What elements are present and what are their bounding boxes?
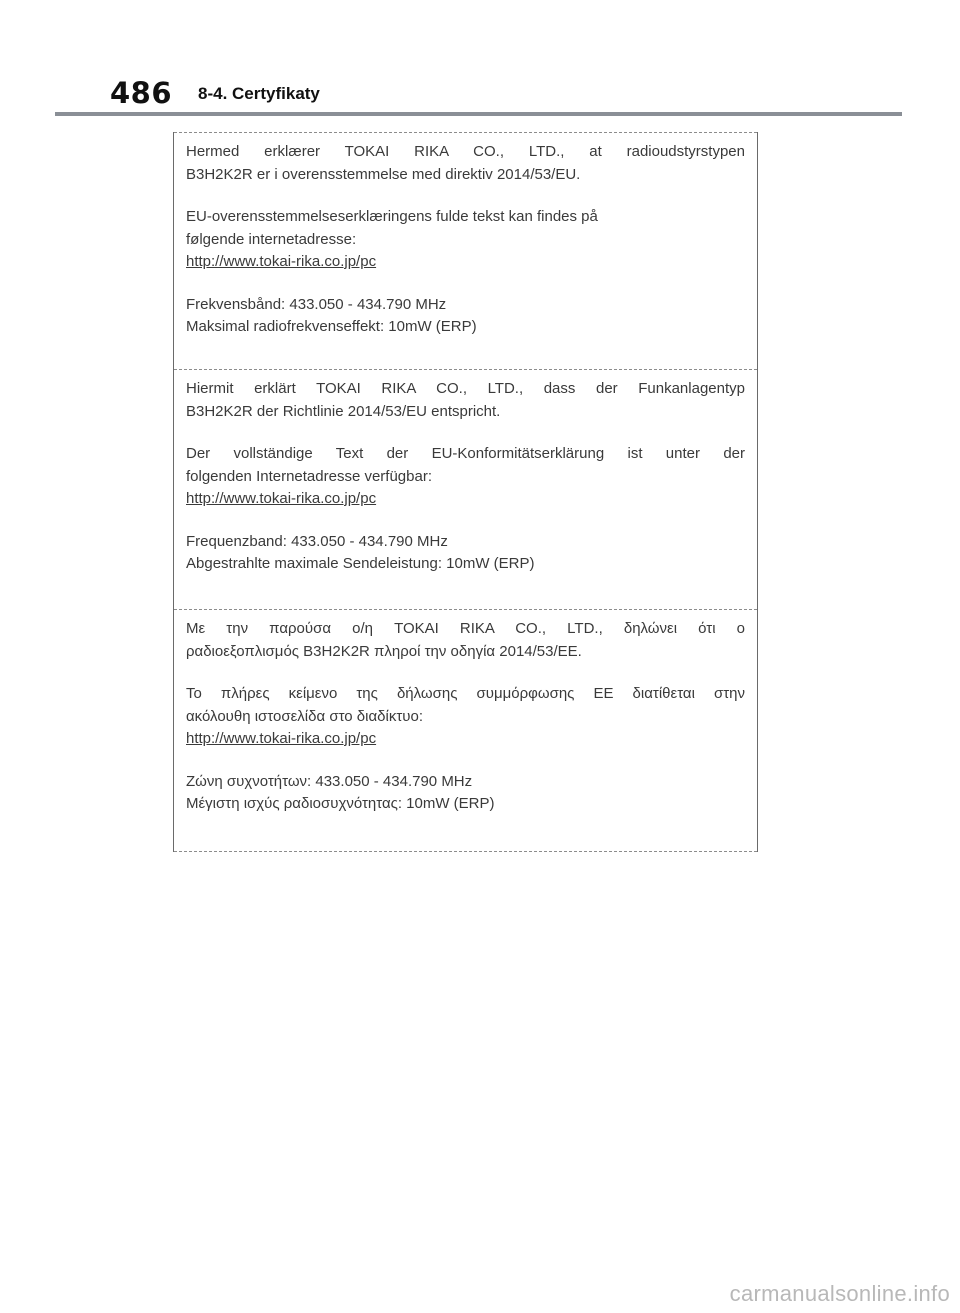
full-text-line: EU-overensstemmelseserklæringens fulde tekst kan findes på (186, 208, 598, 225)
radio-specs (186, 531, 745, 576)
frequency-band: Frequenzband: 433.050 - 434.790 MHz (186, 532, 448, 550)
max-power: Μέγιστη ισχύς ραδιοσυχνότητας: 10mW (ERP) (186, 795, 495, 812)
full-text-paragraph (186, 206, 745, 274)
declaration-paragraph (186, 378, 745, 423)
full-text-line: Der vollständige Text der EU-Konformitätserklärung ist unter der (186, 445, 745, 462)
declaration-paragraph (186, 141, 745, 186)
certificate-section-german (174, 369, 757, 609)
declaration-line: ραδιοεξοπλισμός B3H2K2R πληροί την οδηγία 2014/53/ΕΕ. (186, 642, 582, 660)
declaration-line: B3H2K2R er i overensstemmelse med direktiv 2014/53/EU. (186, 165, 581, 183)
certificate-section-greek (174, 609, 757, 852)
site-watermark: carmanualsonline.info (729, 1281, 950, 1306)
full-text-line: ακόλουθη ιστοσελίδα στο διαδίκτυο: (186, 707, 423, 725)
full-text-line: Το πλήρες κείμενο της δήλωσης συμμόρφωσης ΕΕ διατίθεται στην (186, 685, 745, 702)
declaration-url-link[interactable]: http://www.tokai-rika.co.jp/pc (186, 490, 377, 507)
declaration-paragraph (186, 618, 745, 663)
declaration-line: B3H2K2R der Richtlinie 2014/53/EU entspricht. (186, 402, 501, 420)
header-divider (55, 112, 902, 116)
certificate-section-danish (174, 132, 757, 369)
max-power: Maksimal radiofrekvenseffekt: 10mW (ERP) (186, 318, 477, 335)
full-text-line: følgende internetadresse: (186, 230, 357, 248)
page-number: 486 (110, 76, 173, 110)
declaration-line: Με την παρούσα ο/η TOKAI RIKA CO., LTD., δηλώνει ότι ο (186, 620, 745, 637)
declaration-url-link[interactable]: http://www.tokai-rika.co.jp/pc (186, 730, 377, 747)
certificate-box (173, 132, 758, 852)
radio-specs (186, 771, 745, 816)
max-power: Abgestrahlte maximale Sendeleistung: 10mW (ERP) (186, 555, 535, 572)
declaration-line: Hiermit erklärt TOKAI RIKA CO., LTD., dass der Funkanlagentyp (186, 380, 745, 397)
declaration-line: Hermed erklærer TOKAI RIKA CO., LTD., at radioudstyrstypen (186, 143, 745, 160)
frequency-band: Ζώνη συχνοτήτων: 433.050 - 434.790 MHz (186, 772, 473, 790)
full-text-paragraph (186, 683, 745, 751)
page-header (0, 0, 960, 118)
section-title: 8-4. Certyfikaty (198, 84, 320, 103)
full-text-paragraph (186, 443, 745, 511)
frequency-band: Frekvensbånd: 433.050 - 434.790 MHz (186, 295, 447, 313)
radio-specs (186, 294, 745, 339)
declaration-url-link[interactable]: http://www.tokai-rika.co.jp/pc (186, 253, 377, 270)
full-text-line: folgenden Internetadresse verfügbar: (186, 467, 432, 485)
